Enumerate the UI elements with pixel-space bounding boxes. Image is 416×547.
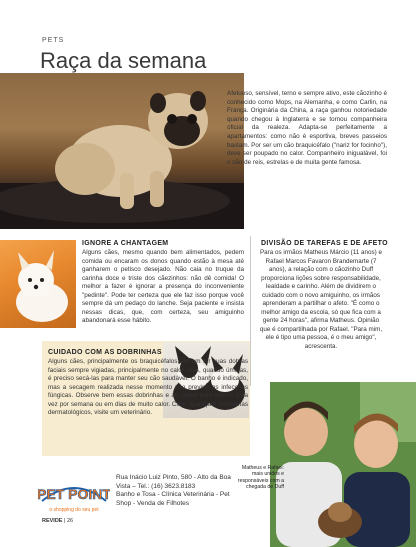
ignore-heading: IGNORE A CHANTAGEM [82, 240, 169, 247]
logo-tagline: o shopping do seu pet [49, 507, 99, 513]
magazine-name: REVIDE [42, 518, 63, 524]
store-address [116, 474, 236, 508]
footer-separator: | [64, 518, 67, 524]
logo-wordmark: PET POINT [38, 486, 110, 502]
page-footer [42, 518, 73, 524]
care-heading: CUIDADO COM AS DOBRINHAS [48, 349, 162, 356]
division-text: Para os irmãos Matheus Márcio (11 anos) e Rafael Marcos Favaron Brandemarte (7 anos), a relação com o cãozinho Duff proporciona lições sobre responsabilidade, lealdade e carinho. Além de dividirem o cuidado com o novo amiguinho, os irmãos aprenderam a partilhar o afeto. "É como o melhor amigo da escola, só que fica com a gente 24 horas", afirma Matheus. Opinião que é compartilhada por Rafael. "Para mim, ele é tipo uma pessoa, é o meu amigo", acrescenta. [259, 249, 383, 350]
photo-caption: Matheus e Rafael: mais unidos e responsáveis com a chegada de Duff [237, 465, 284, 491]
ignore-text: Alguns cães, mesmo quando bem alimentados, pedem comida ou encaram os donos quando estão à mesa até ganharem o petisco desejado. Não caia no truque da carinha doce e triste dos cãezinhos: não dê comida! O melhor a fazer é ignorar a presença do inconveniente "pedinte". Pode ter certeza que ele faz isso porque você sempre dá um pedaço do lanche. Seja paciente e insista nessas dicas, que, com certeza, seu amiguinho abandonará esse hábito. [82, 249, 244, 324]
division-heading: DIVISÃO DE TAREFAS E DE AFETO [261, 240, 388, 247]
page-number: 26 [66, 518, 74, 524]
page-title: Raça da semana [40, 48, 207, 73]
column-divider [250, 236, 251, 386]
pug-photo [0, 73, 244, 229]
section-label: PETS [42, 37, 65, 44]
care-text [48, 358, 248, 418]
address-line-2: Banho e Tosa - Clínica Veterinária - Pet Shop - Venda de Filhotes [116, 491, 230, 507]
care-text-content: Alguns cães, principalmente os braquicéfalos, devem ter suas dobras faciais sempre vigiadas, principalmente no calor, pois, quando úmidas, é preciso secá-las para manter seu cão saudável. O banho é indicado, mas a secagem realizada nesse momento não previne as infecções fúngicas. Observe bem essas dobrinhas e as seque pelo menos uma vez por semana ou em dias de muito calor. Caso apareçam problemas dermatológicos, visite um veterinário. [48, 358, 248, 416]
address-line-1: Rua Inácio Luiz Pinto, 580 - Alto da Boa Vista – Tel.: (16) 3623.8183 [116, 474, 231, 490]
boys-photo [270, 382, 416, 547]
intro-text: Afetuoso, sensível, terno e sempre ativo, este cãozinho é conhecido como Mops, na Alemanha, e como Carlin, na França. Originária da China, a raça ganhou notoriedade quando chegou à Inglaterra e se tornou companheira oficial da realeza. Adapta-se perfeitamente a apartamentos: como não é esportiva, breves passeios bastam. Por ser um cão braquicéfalo ("nariz for focinho"), deve ser poupado no calor. Companheiro inigualável, foi o cão de reis, estrelas e de muita gente famosa. [227, 90, 387, 166]
petpoint-logo [38, 477, 110, 517]
puppy-photo [0, 240, 76, 328]
